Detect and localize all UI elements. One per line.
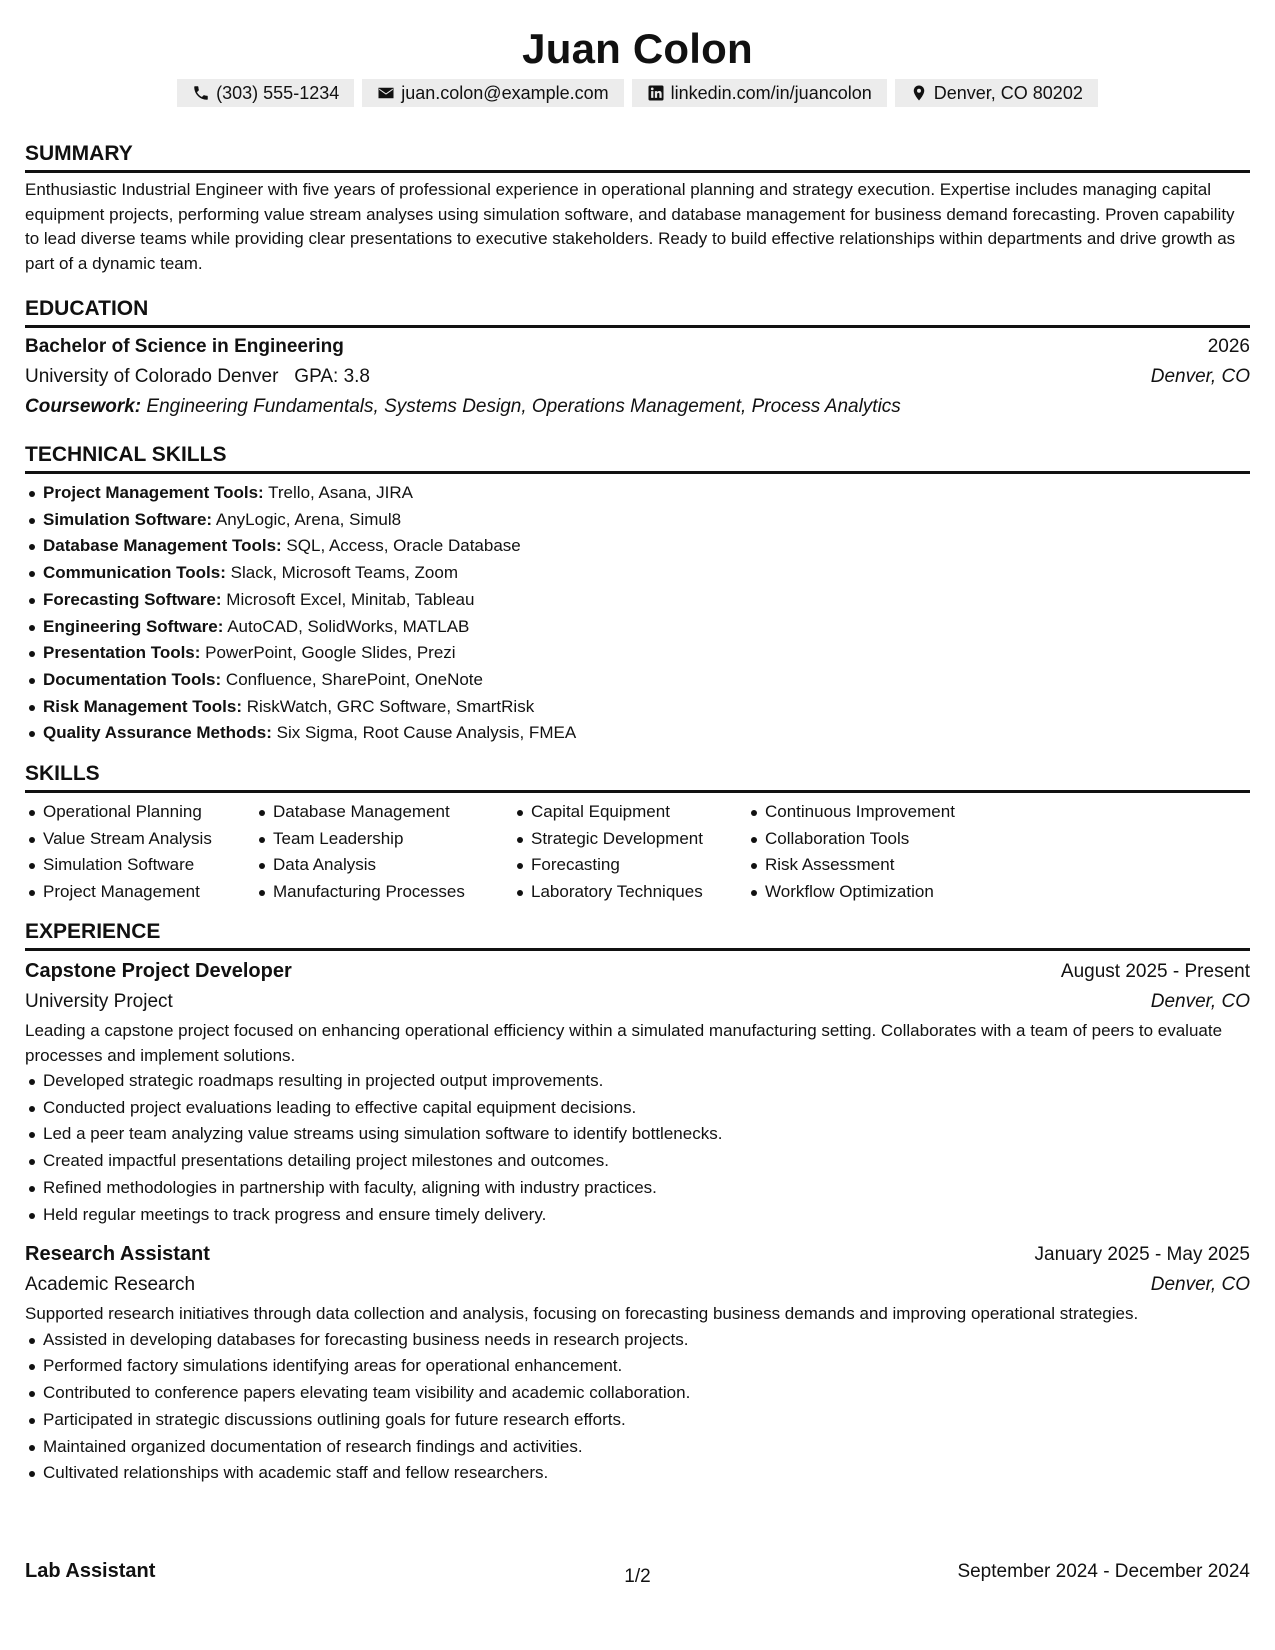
job-title: Research Assistant bbox=[25, 1243, 210, 1266]
list-item: Developed strategic roadmaps resulting in projected output improvements. bbox=[25, 1068, 1250, 1095]
skills-column bbox=[513, 799, 747, 905]
skill-label: Presentation Tools: bbox=[43, 643, 201, 663]
job-summary: Supported research initiatives through data collection and analysis, focusing on forecasting business demands and improving operational strategies. bbox=[25, 1304, 1139, 1324]
school-location: Denver, CO bbox=[1150, 366, 1250, 387]
job-org-row bbox=[25, 1270, 1250, 1300]
list-item: Forecasting bbox=[513, 852, 747, 879]
list-item: Project Management bbox=[25, 879, 255, 906]
skill-label: Communication Tools: bbox=[43, 563, 226, 583]
coursework-text: Engineering Fundamentals, Systems Design, Operations Management, Process Analytics bbox=[146, 396, 901, 417]
job-org: Academic Research bbox=[25, 1274, 196, 1296]
list-item: Held regular meetings to track progress and ensure timely delivery. bbox=[25, 1202, 1250, 1229]
skill-value: Slack, Microsoft Teams, Zoom bbox=[230, 563, 458, 583]
list-item: Operational Planning bbox=[25, 799, 255, 826]
candidate-name: Juan Colon bbox=[522, 25, 753, 72]
job-bullets bbox=[25, 1327, 1250, 1487]
school-text: University of Colorado Denver bbox=[25, 366, 279, 387]
job-location: Denver, CO bbox=[1150, 1274, 1250, 1296]
section-title: SUMMARY bbox=[25, 141, 1250, 173]
skill-label: Database Management Tools: bbox=[43, 536, 282, 556]
school-name bbox=[25, 362, 370, 392]
list-item: Continuous Improvement bbox=[747, 799, 1007, 826]
job-summary: Leading a capstone project focused on enhancing operational efficiency within a simulated manufacturing setting. Collaborates with a team of peers to evaluate processes and implement solutions. bbox=[25, 1021, 1223, 1065]
list-item: Laboratory Techniques bbox=[513, 879, 747, 906]
list-item: Database Management bbox=[255, 799, 513, 826]
list-item: Cultivated relationships with academic staff and fellow researchers. bbox=[25, 1460, 1250, 1487]
phone-text: (303) 555-1234 bbox=[216, 83, 340, 103]
skill-label: Risk Management Tools: bbox=[43, 696, 242, 716]
coursework-label: Coursework: bbox=[25, 396, 142, 417]
skill-value: Confluence, SharePoint, OneNote bbox=[225, 669, 483, 689]
list-item: Manufacturing Processes bbox=[255, 879, 513, 906]
list-item: Risk Assessment bbox=[747, 852, 1007, 879]
technical-skills-section bbox=[25, 442, 1250, 747]
experience-entry bbox=[25, 955, 1250, 1228]
experience-entry bbox=[25, 1238, 1250, 1487]
job-dates: January 2025 - May 2025 bbox=[1034, 1244, 1250, 1266]
skills-column bbox=[747, 799, 1007, 905]
skills-grid bbox=[25, 799, 1250, 905]
list-item: Created impactful presentations detailing project milestones and outcomes. bbox=[25, 1148, 1250, 1175]
list-item: Simulation Software bbox=[25, 852, 255, 879]
list-item bbox=[25, 560, 1250, 587]
job-location: Denver, CO bbox=[1150, 991, 1250, 1013]
skill-label: Documentation Tools: bbox=[43, 669, 222, 689]
contact-linkedin bbox=[632, 79, 887, 107]
list-item bbox=[25, 587, 1250, 614]
section-title: EXPERIENCE bbox=[25, 919, 1250, 951]
education-section bbox=[25, 296, 1250, 422]
skill-value: Six Sigma, Root Cause Analysis, FMEA bbox=[276, 723, 577, 743]
location-text: Denver, CO 80202 bbox=[933, 83, 1083, 103]
degree-row bbox=[25, 332, 1250, 362]
list-item: Maintained organized documentation of research findings and activities. bbox=[25, 1434, 1250, 1461]
skill-value: Trello, Asana, JIRA bbox=[268, 483, 414, 502]
school-row bbox=[25, 362, 1250, 392]
page-number: 1/2 bbox=[624, 1566, 651, 1587]
skill-value: Microsoft Excel, Minitab, Tableau bbox=[226, 589, 475, 609]
list-item bbox=[25, 507, 1250, 534]
summary-section bbox=[25, 141, 1250, 276]
linkedin-icon bbox=[647, 84, 665, 102]
skill-label: Engineering Software: bbox=[43, 616, 224, 636]
list-item: Data Analysis bbox=[255, 852, 513, 879]
degree-year: 2026 bbox=[1207, 336, 1250, 357]
job-header bbox=[25, 1238, 1250, 1270]
list-item: Participated in strategic discussions outlining goals for future research efforts. bbox=[25, 1407, 1250, 1434]
list-item: Refined methodologies in partnership with faculty, aligning with industry practices. bbox=[25, 1175, 1250, 1202]
skill-label: Quality Assurance Methods: bbox=[43, 723, 272, 743]
job-org: University Project bbox=[25, 991, 173, 1013]
phone-icon bbox=[192, 84, 210, 102]
list-item: Led a peer team analyzing value streams using simulation software to identify bottlenecks. bbox=[25, 1121, 1250, 1148]
list-item: Conducted project evaluations leading to effective capital equipment decisions. bbox=[25, 1095, 1250, 1122]
list-item: Value Stream Analysis bbox=[25, 826, 255, 853]
list-item bbox=[25, 694, 1250, 721]
gpa-text: GPA: 3.8 bbox=[294, 366, 370, 387]
contact-location bbox=[895, 79, 1098, 107]
list-item bbox=[25, 720, 1250, 747]
job-title: Lab Assistant bbox=[25, 1560, 156, 1582]
map-pin-icon bbox=[910, 84, 928, 102]
list-item: Capital Equipment bbox=[513, 799, 747, 826]
email-text: juan.colon@example.com bbox=[401, 83, 609, 103]
contact-email bbox=[362, 79, 623, 107]
skill-value: AnyLogic, Arena, Simul8 bbox=[215, 509, 402, 529]
experience-section bbox=[25, 919, 1250, 1487]
technical-skills-list bbox=[25, 480, 1250, 747]
skill-value: SQL, Access, Oracle Database bbox=[286, 536, 521, 556]
job-bullets bbox=[25, 1068, 1250, 1228]
list-item bbox=[25, 667, 1250, 694]
skill-value: PowerPoint, Google Slides, Prezi bbox=[205, 643, 456, 663]
skill-value: AutoCAD, SolidWorks, MATLAB bbox=[227, 616, 470, 636]
summary-text: Enthusiastic Industrial Engineer with five years of professional experience in operational planning and strategy execution. Expertise includes managing capital equipment projects, performing value stream analyses using simulation software, and database management for business demand forecasting. Proven capability to lead diverse teams while providing clear presentations to executive stakeholders. Ready to build effective relationships within departments and drive growth as part of a dynamic team. bbox=[25, 180, 1236, 273]
job-header bbox=[25, 955, 1250, 987]
section-title: SKILLS bbox=[25, 761, 1250, 793]
list-item: Collaboration Tools bbox=[747, 826, 1007, 853]
list-item bbox=[25, 533, 1250, 560]
envelope-icon bbox=[377, 84, 395, 102]
contact-bar bbox=[25, 79, 1250, 107]
contact-phone bbox=[177, 79, 354, 107]
skill-label: Forecasting Software: bbox=[43, 589, 222, 609]
skill-label: Project Management Tools: bbox=[43, 483, 264, 502]
degree-name: Bachelor of Science in Engineering bbox=[25, 336, 344, 357]
list-item: Assisted in developing databases for forecasting business needs in research projects. bbox=[25, 1327, 1250, 1354]
skills-column bbox=[255, 799, 513, 905]
list-item: Performed factory simulations identifying areas for operational enhancement. bbox=[25, 1353, 1250, 1380]
list-item bbox=[25, 640, 1250, 667]
skills-column bbox=[25, 799, 255, 905]
linkedin-text: linkedin.com/in/juancolon bbox=[670, 83, 872, 103]
job-title: Capstone Project Developer bbox=[25, 960, 292, 983]
coursework bbox=[25, 392, 1250, 422]
section-title: TECHNICAL SKILLS bbox=[25, 442, 1250, 474]
job-dates: August 2025 - Present bbox=[1060, 961, 1250, 983]
list-item: Workflow Optimization bbox=[747, 879, 1007, 906]
list-item bbox=[25, 614, 1250, 641]
job-dates: September 2024 - December 2024 bbox=[957, 1561, 1250, 1582]
list-item: Team Leadership bbox=[255, 826, 513, 853]
list-item: Strategic Development bbox=[513, 826, 747, 853]
list-item: Contributed to conference papers elevating team visibility and academic collaboration. bbox=[25, 1380, 1250, 1407]
skill-value: RiskWatch, GRC Software, SmartRisk bbox=[246, 696, 535, 716]
section-title: EDUCATION bbox=[25, 296, 1250, 328]
list-item bbox=[25, 480, 1250, 507]
skill-label: Simulation Software: bbox=[43, 509, 213, 529]
skills-section bbox=[25, 761, 1250, 905]
job-org-row bbox=[25, 987, 1250, 1017]
